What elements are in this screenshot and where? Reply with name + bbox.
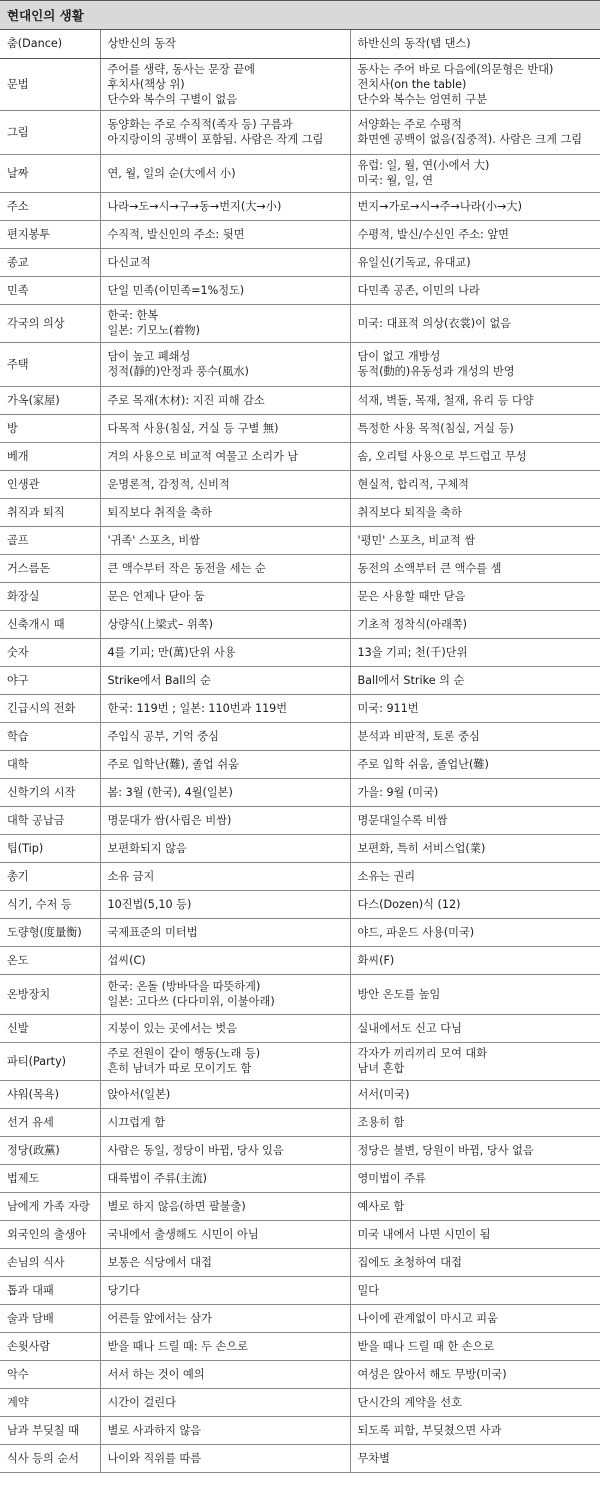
- table-row: [0, 1360, 600, 1388]
- row-topic: 식사 등의 순서: [0, 1444, 100, 1472]
- row-west: 각자가 끼리끼리 모여 대화 남녀 혼합: [350, 1042, 600, 1080]
- row-west: 석재, 벽돌, 목재, 철재, 유리 등 다양: [350, 386, 600, 414]
- row-east: 10진법(5,10 등): [100, 890, 350, 918]
- table-row: [0, 890, 600, 918]
- row-east: 겨의 사용으로 비교적 여물고 소리가 남: [100, 442, 350, 470]
- row-west: 번지→가로→시→주→나라(小→大): [350, 192, 600, 220]
- comparison-table: [0, 30, 600, 1473]
- row-west: 야드, 파운드 사용(미국): [350, 918, 600, 946]
- row-west: 실내에서도 신고 다님: [350, 1014, 600, 1042]
- row-east: 다목적 사용(침실, 거실 등 구별 無): [100, 414, 350, 442]
- row-west: 미국: 911번: [350, 694, 600, 722]
- row-topic: 민족: [0, 276, 100, 304]
- row-east: 별로 하지 않음(하면 팔불출): [100, 1192, 350, 1220]
- row-west: 정당은 불변, 당원이 바뀜, 당사 없음: [350, 1136, 600, 1164]
- table-row: [0, 946, 600, 974]
- row-east: 퇴직보다 취직을 축하: [100, 498, 350, 526]
- row-topic: 도량형(度量衡): [0, 918, 100, 946]
- row-west: 미국 내에서 나면 시민이 됨: [350, 1220, 600, 1248]
- row-east: 시끄럽게 함: [100, 1108, 350, 1136]
- row-topic: 날짜: [0, 154, 100, 192]
- row-topic: 편지봉투: [0, 220, 100, 248]
- row-east: 받을 때나 드릴 때: 두 손으로: [100, 1332, 350, 1360]
- table-row: [0, 248, 600, 276]
- row-topic: 남에게 가족 자랑: [0, 1192, 100, 1220]
- row-east: 나이와 직위를 따름: [100, 1444, 350, 1472]
- row-west: 화씨(F): [350, 946, 600, 974]
- row-east: 주어를 생략, 동사는 문장 끝에 후치사(책상 위) 단수와 복수의 구별이 없음: [100, 58, 350, 110]
- row-west: 여성은 앉아서 해도 무방(미국): [350, 1360, 600, 1388]
- row-topic: 식기, 수저 등: [0, 890, 100, 918]
- row-topic: 거스름돈: [0, 554, 100, 582]
- table-row: [0, 526, 600, 554]
- row-east: 한국: 한복 일본: 기모노(着物): [100, 304, 350, 342]
- row-topic: 팁(Tip): [0, 834, 100, 862]
- table-row: [0, 666, 600, 694]
- row-east: 4를 기피; 만(萬)단위 사용: [100, 638, 350, 666]
- table-row: [0, 1014, 600, 1042]
- row-west: '평민' 스포츠, 비교적 쌈: [350, 526, 600, 554]
- row-topic: 온도: [0, 946, 100, 974]
- table-row: [0, 442, 600, 470]
- row-east: 당기다: [100, 1276, 350, 1304]
- row-east: 국제표준의 미터법: [100, 918, 350, 946]
- row-topic: 야구: [0, 666, 100, 694]
- row-west: 무차별: [350, 1444, 600, 1472]
- row-topic: 주소: [0, 192, 100, 220]
- table-row: [0, 834, 600, 862]
- row-east: 사람은 동일, 정당이 바뀜, 당사 있음: [100, 1136, 350, 1164]
- row-east: 서서 하는 것이 예의: [100, 1360, 350, 1388]
- row-west: 동사는 주어 바로 다음에(의문형은 반대) 전치사(on the table) 단수와 복수는 엄연히 구분: [350, 58, 600, 110]
- row-topic: 학습: [0, 722, 100, 750]
- table-row: [0, 304, 600, 342]
- row-west: 집에도 초청하여 대접: [350, 1248, 600, 1276]
- row-west: 받을 때나 드릴 때 한 손으로: [350, 1332, 600, 1360]
- row-east: 담이 높고 폐쇄성 정적(靜的)안정과 풍수(風水): [100, 342, 350, 386]
- row-topic: 외국인의 출생아: [0, 1220, 100, 1248]
- row-west: 조용히 함: [350, 1108, 600, 1136]
- row-west: 담이 없고 개방성 동적(動的)유동성과 개성의 반영: [350, 342, 600, 386]
- table-row: [0, 1416, 600, 1444]
- header-east: 상반신의 동작: [100, 30, 350, 58]
- row-topic: 주택: [0, 342, 100, 386]
- row-east: 보통은 식당에서 대접: [100, 1248, 350, 1276]
- table-row: [0, 1192, 600, 1220]
- row-west: 서서(미국): [350, 1080, 600, 1108]
- table-row: [0, 750, 600, 778]
- row-east: 지붕이 있는 곳에서는 벗음: [100, 1014, 350, 1042]
- row-west: 유럽: 일, 월, 연(小에서 大) 미국: 월, 일, 연: [350, 154, 600, 192]
- row-west: 되도록 피함, 부딪쳤으면 사과: [350, 1416, 600, 1444]
- table-row: [0, 582, 600, 610]
- page-title: [0, 0, 600, 30]
- row-east: 시간이 걸린다: [100, 1388, 350, 1416]
- row-topic: 선거 유세: [0, 1108, 100, 1136]
- row-west: 가을: 9월 (미국): [350, 778, 600, 806]
- row-topic: 방: [0, 414, 100, 442]
- row-west: 단시간의 계약을 선호: [350, 1388, 600, 1416]
- row-east: 한국: 온돌 (방바닥을 따뜻하게) 일본: 고다쓰 (다다미위, 이불아래): [100, 974, 350, 1014]
- row-west: Ball에서 Strike 의 순: [350, 666, 600, 694]
- row-east: 보편화되지 않음: [100, 834, 350, 862]
- table-row: [0, 1276, 600, 1304]
- row-west: 기초적 정착식(아래쪽): [350, 610, 600, 638]
- table-row: [0, 638, 600, 666]
- row-west: 유일신(기독교, 유대교): [350, 248, 600, 276]
- row-topic: 총기: [0, 862, 100, 890]
- row-topic: 각국의 의상: [0, 304, 100, 342]
- row-west: 주로 입학 쉬움, 졸업난(難): [350, 750, 600, 778]
- table-row: [0, 58, 600, 110]
- row-topic: 신학기의 시작: [0, 778, 100, 806]
- row-east: 수직적, 발신인의 주소: 뒷면: [100, 220, 350, 248]
- row-west: 밀다: [350, 1276, 600, 1304]
- row-east: 동양화는 주로 수직적(족자 등) 구름과 아지랑이의 공백이 포함됨. 사람은 작게 그림: [100, 110, 350, 154]
- table-row: [0, 778, 600, 806]
- table-row: [0, 806, 600, 834]
- table-row: [0, 1164, 600, 1192]
- row-west: 방안 온도를 높임: [350, 974, 600, 1014]
- table-row: [0, 862, 600, 890]
- row-topic: 손윗사람: [0, 1332, 100, 1360]
- table-row: [0, 1108, 600, 1136]
- row-topic: 인생관: [0, 470, 100, 498]
- row-east: 소유 금지: [100, 862, 350, 890]
- row-west: 다스(Dozen)식 (12): [350, 890, 600, 918]
- row-west: 현실적, 합리적, 구체적: [350, 470, 600, 498]
- row-topic: 법제도: [0, 1164, 100, 1192]
- row-west: 특정한 사용 목적(침실, 거실 등): [350, 414, 600, 442]
- table-row: [0, 1332, 600, 1360]
- table-row: [0, 192, 600, 220]
- row-west: 나이에 관계없이 마시고 피움: [350, 1304, 600, 1332]
- row-east: 연, 월, 일의 순(大에서 小): [100, 154, 350, 192]
- row-east: 단일 민족(이민족=1%정도): [100, 276, 350, 304]
- row-topic: 숫자: [0, 638, 100, 666]
- row-topic: 악수: [0, 1360, 100, 1388]
- row-east: 주입식 공부, 기억 중심: [100, 722, 350, 750]
- row-east: '귀족' 스포츠, 비쌈: [100, 526, 350, 554]
- row-west: 소유는 권리: [350, 862, 600, 890]
- table-row: [0, 154, 600, 192]
- row-topic: 대학: [0, 750, 100, 778]
- row-topic: 신발: [0, 1014, 100, 1042]
- row-east: 앉아서(일본): [100, 1080, 350, 1108]
- row-topic: 온방장치: [0, 974, 100, 1014]
- table-row: [0, 386, 600, 414]
- row-west: 명문대일수록 비쌈: [350, 806, 600, 834]
- row-topic: 골프: [0, 526, 100, 554]
- table-row: [0, 610, 600, 638]
- row-east: 다신교적: [100, 248, 350, 276]
- table-row: [0, 1444, 600, 1472]
- row-east: 명문대가 쌈(사립은 비쌈): [100, 806, 350, 834]
- table-row: [0, 554, 600, 582]
- row-west: 영미법이 주류: [350, 1164, 600, 1192]
- row-east: 섭씨(C): [100, 946, 350, 974]
- table-row: [0, 342, 600, 386]
- row-topic: 톱과 대패: [0, 1276, 100, 1304]
- table-row: [0, 918, 600, 946]
- row-east: 문은 언제나 닫아 둠: [100, 582, 350, 610]
- row-west: 다민족 공존, 이민의 나라: [350, 276, 600, 304]
- table-row: [0, 1304, 600, 1332]
- table-row: [0, 722, 600, 750]
- row-west: 미국: 대표적 의상(衣裳)이 없음: [350, 304, 600, 342]
- row-topic: 손님의 식사: [0, 1248, 100, 1276]
- row-topic: 대학 공납금: [0, 806, 100, 834]
- table-row: [0, 1042, 600, 1080]
- row-topic: 정당(政黨): [0, 1136, 100, 1164]
- row-east: 주로 목재(木材): 지진 피해 감소: [100, 386, 350, 414]
- row-east: 주로 입학난(難), 졸업 쉬움: [100, 750, 350, 778]
- table-header-row: [0, 30, 600, 58]
- row-east: 큰 액수부터 작은 동전을 세는 순: [100, 554, 350, 582]
- row-west: 보편화, 특히 서비스업(業): [350, 834, 600, 862]
- row-topic: 그림: [0, 110, 100, 154]
- header-topic: 춤(Dance): [0, 30, 100, 58]
- table-row: [0, 276, 600, 304]
- table-row: [0, 1080, 600, 1108]
- row-topic: 파티(Party): [0, 1042, 100, 1080]
- table-row: [0, 414, 600, 442]
- table-row: [0, 110, 600, 154]
- row-topic: 베개: [0, 442, 100, 470]
- table-row: [0, 1388, 600, 1416]
- row-east: 국내에서 출생해도 시민이 아님: [100, 1220, 350, 1248]
- row-west: 서양화는 주로 수평적 화면엔 공백이 없음(집중적). 사람은 크게 그림: [350, 110, 600, 154]
- row-topic: 가옥(家屋): [0, 386, 100, 414]
- row-east: 대륙법이 주류(主流): [100, 1164, 350, 1192]
- row-topic: 화장실: [0, 582, 100, 610]
- table-row: [0, 498, 600, 526]
- row-west: 솜, 오리털 사용으로 부드럽고 무성: [350, 442, 600, 470]
- table-row: [0, 470, 600, 498]
- row-topic: 종교: [0, 248, 100, 276]
- table-row: [0, 1220, 600, 1248]
- row-topic: 긴급시의 전화: [0, 694, 100, 722]
- row-topic: 남과 부딪칠 때: [0, 1416, 100, 1444]
- row-east: 상량식(上梁式– 위쪽): [100, 610, 350, 638]
- row-east: 주로 전원이 같이 행동(노래 등) 흔히 남녀가 따로 모이기도 함: [100, 1042, 350, 1080]
- row-east: 나라→도→시→구→동→번지(大→小): [100, 192, 350, 220]
- row-east: 어른들 앞에서는 삼가: [100, 1304, 350, 1332]
- row-east: 운명론적, 감정적, 신비적: [100, 470, 350, 498]
- table-row: [0, 1248, 600, 1276]
- title-text: 현대인의 생활: [7, 8, 84, 23]
- header-west: 하반신의 동작(탭 댄스): [350, 30, 600, 58]
- row-topic: 문법: [0, 58, 100, 110]
- row-east: 봄: 3월 (한국), 4월(일본): [100, 778, 350, 806]
- table-row: [0, 974, 600, 1014]
- row-west: 예사로 함: [350, 1192, 600, 1220]
- row-topic: 술과 담배: [0, 1304, 100, 1332]
- table-row: [0, 694, 600, 722]
- table-row: [0, 220, 600, 248]
- row-east: 별로 사과하지 않음: [100, 1416, 350, 1444]
- row-topic: 취직과 퇴직: [0, 498, 100, 526]
- row-east: 한국: 119번 ; 일본: 110번과 119번: [100, 694, 350, 722]
- row-west: 문은 사용할 때만 닫음: [350, 582, 600, 610]
- row-west: 분석과 비판적, 토론 중심: [350, 722, 600, 750]
- row-east: Strike에서 Ball의 순: [100, 666, 350, 694]
- row-west: 수평적, 발신/수신인 주소: 앞면: [350, 220, 600, 248]
- row-west: 동전의 소액부터 큰 액수를 셈: [350, 554, 600, 582]
- row-west: 취직보다 퇴직을 축하: [350, 498, 600, 526]
- row-topic: 샤워(목욕): [0, 1080, 100, 1108]
- table-row: [0, 1136, 600, 1164]
- row-west: 13을 기피; 천(千)단위: [350, 638, 600, 666]
- row-topic: 계약: [0, 1388, 100, 1416]
- row-topic: 신축개시 때: [0, 610, 100, 638]
